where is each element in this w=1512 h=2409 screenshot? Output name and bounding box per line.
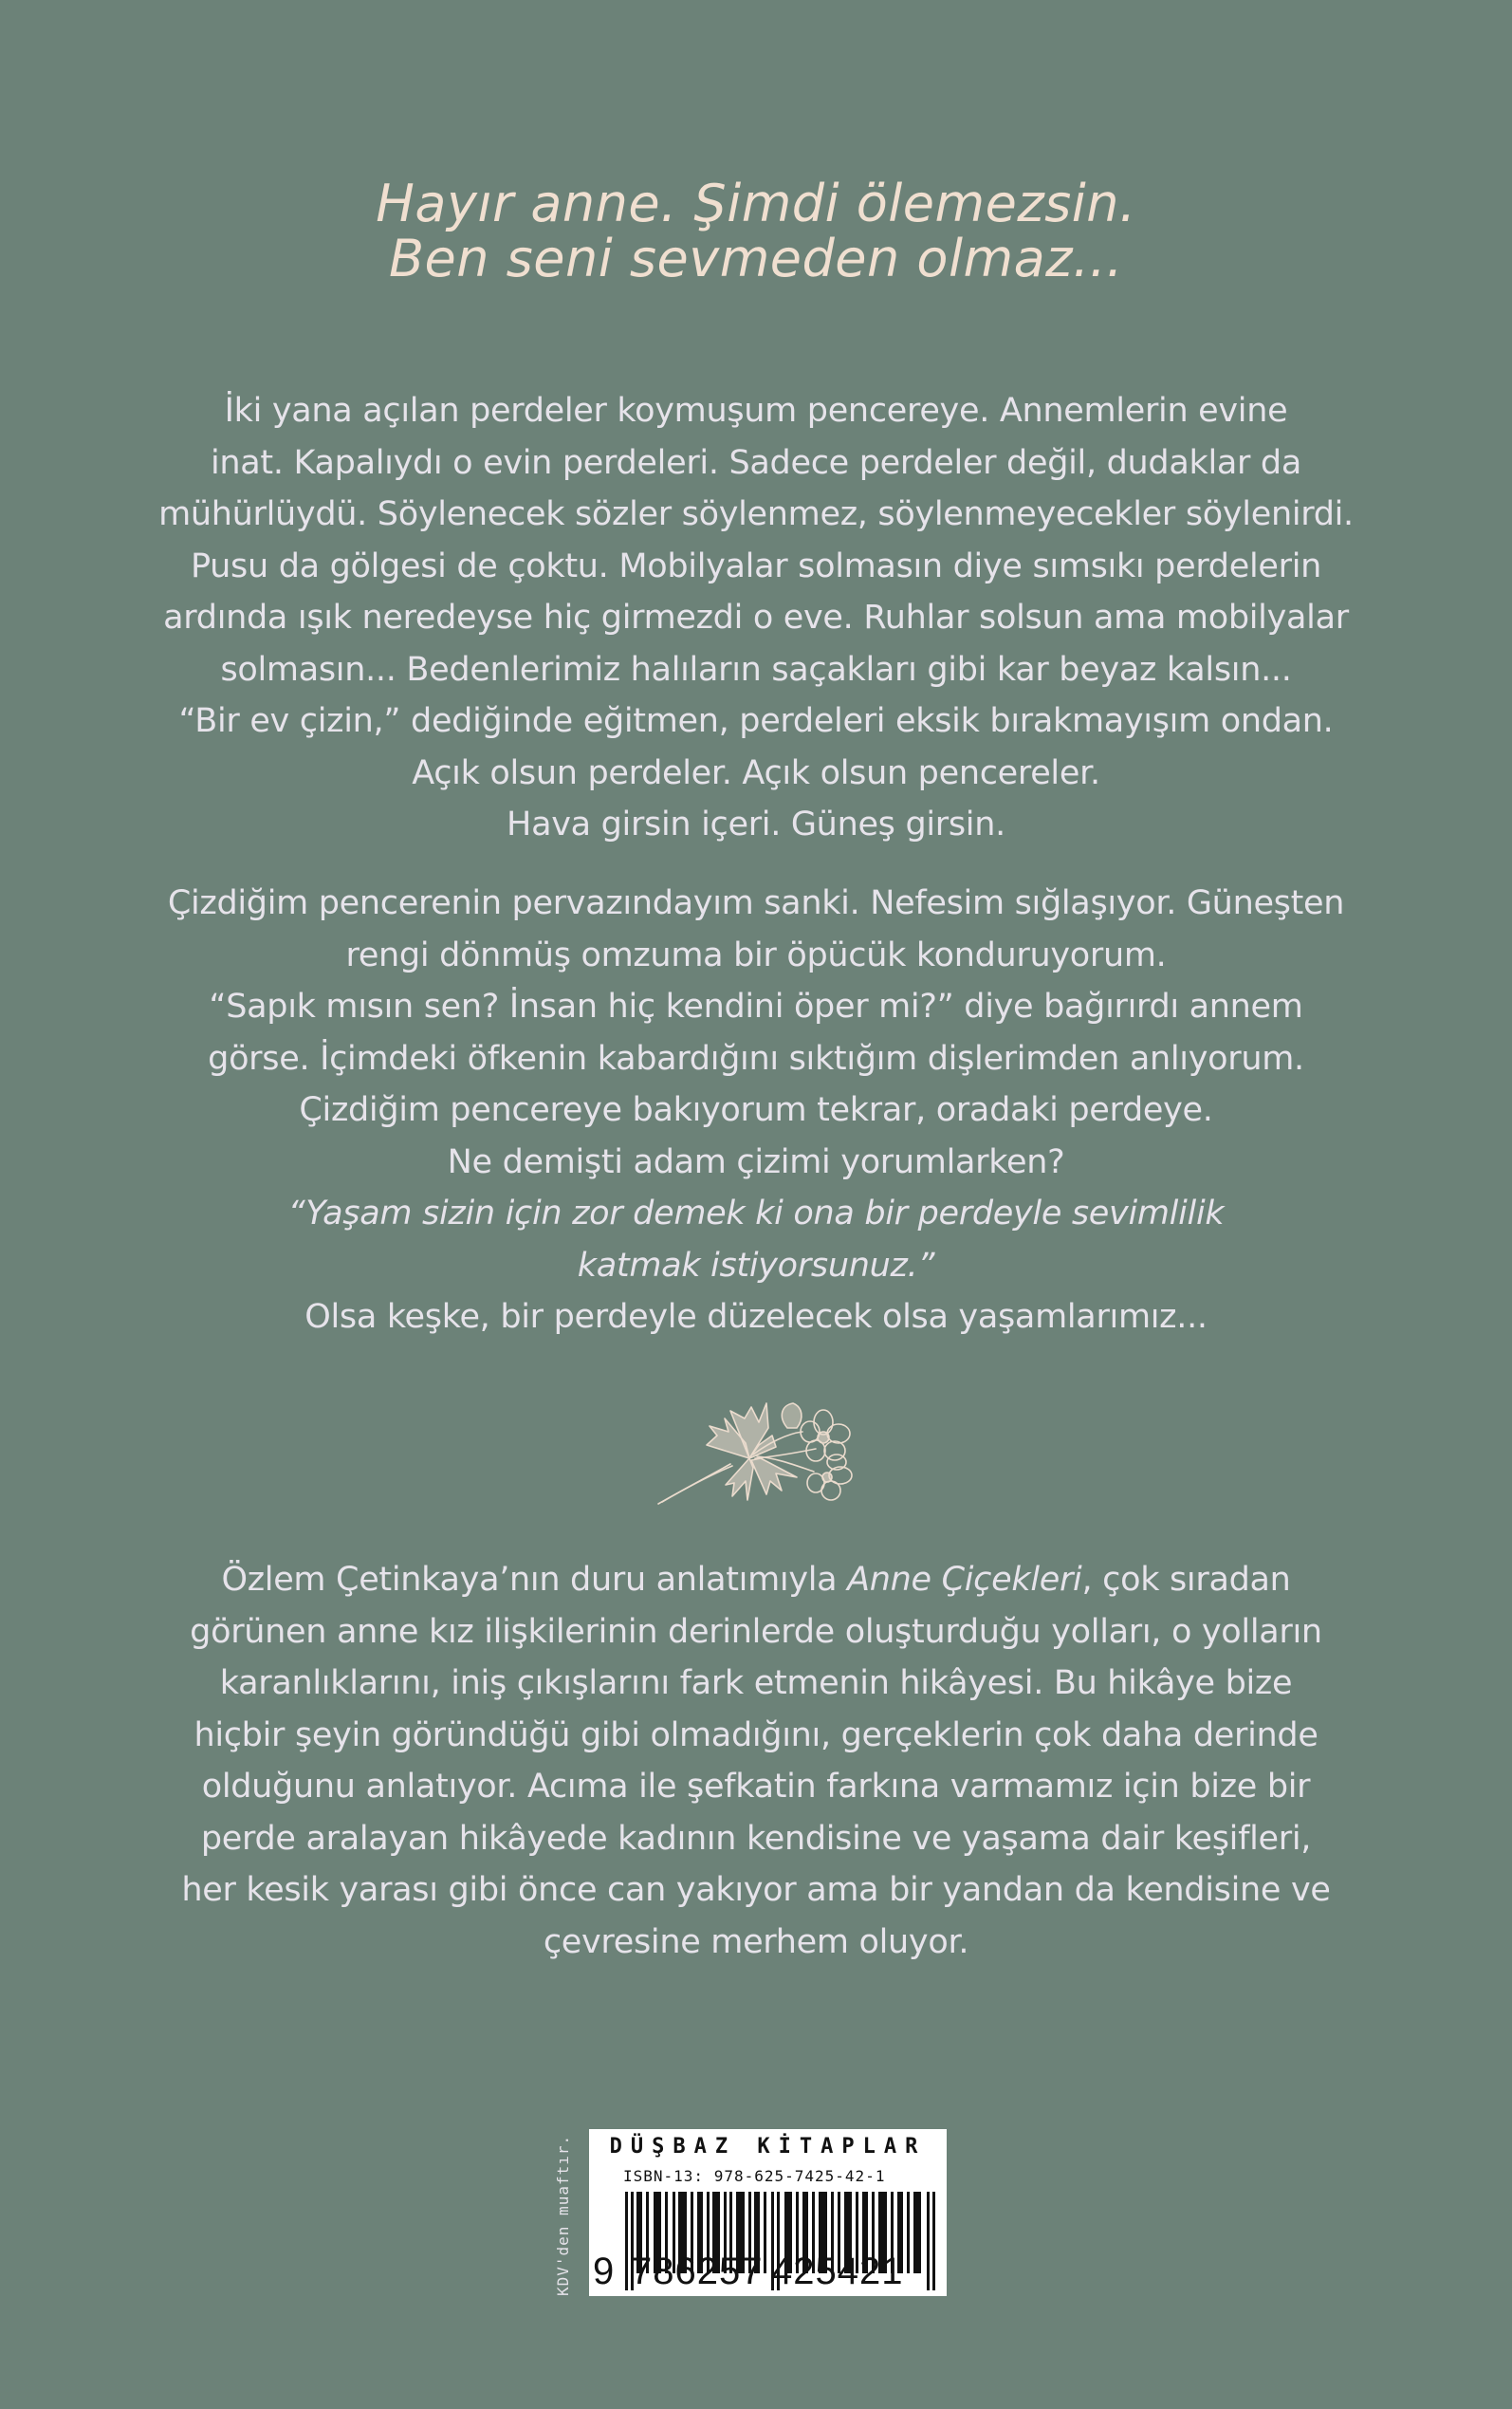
text-line: mühürlüydü. Söylenecek sözler söylenmez, söylenmeyecekler söylenirdi. <box>158 495 1354 533</box>
text-line: karanlıklarını, iniş çıkışlarını fark etmenin hikâyesi. Bu hikâye bize <box>219 1664 1293 1702</box>
text-line: “Bir ev çizin,” dediğinde eğitmen, perdeleri eksik bırakmayışım ondan. <box>178 702 1334 740</box>
text-line: İki yana açılan perdeler koymuşum pencereye. Annemlerin evine <box>224 392 1288 430</box>
text-line: Çizdiğim pencereye bakıyorum tekrar, oradaki perdeye. <box>299 1091 1213 1129</box>
text-line: Çizdiğim pencerenin pervazındayım sanki. Nefesim sığlaşıyor. Güneşten <box>167 884 1345 922</box>
text-line: Olsa keşke, bir perdeyle düzelecek olsa yaşamlarımız... <box>304 1298 1208 1336</box>
tax-exempt-note: KDV'den muaftır. <box>554 2134 572 2296</box>
text-line: hiçbir şeyin göründüğü gibi olmadığını, gerçeklerin çok daha derinde <box>194 1715 1318 1754</box>
publisher-name: DÜŞBAZ KİTAPLAR <box>609 2135 927 2159</box>
text-line: Ne demişti adam çizimi yorumlarken? <box>447 1142 1065 1181</box>
isbn-label: ISBN-13: 978-625-7425-42-1 <box>623 2167 886 2185</box>
synopsis-paragraph <box>0 1554 1512 1968</box>
text-line: solmasın... Bedenlerimiz halıların saçakları gibi kar beyaz kalsın... <box>220 650 1292 689</box>
tagline-line-1: Hayır anne. Şimdi ölemezsin. <box>376 174 1136 233</box>
tagline-heading <box>0 176 1512 287</box>
excerpt-paragraph-1 <box>0 385 1512 851</box>
barcode-digit-group-2: 425421 <box>771 2251 904 2292</box>
excerpt-paragraph-2 <box>0 878 1512 1343</box>
quote-line: “Yaşam sizin için zor demek ki ona bir perdeyle sevimlilik <box>287 1195 1225 1232</box>
text-line: görünen anne kız ilişkilerinin derinlerde oluşturduğu yolları, o yolların <box>190 1612 1322 1651</box>
text-line: her kesik yarası gibi önce can yakıyor ama bir yandan da kendisine ve <box>181 1871 1331 1909</box>
text-line: Açık olsun perdeler. Açık olsun pencereler. <box>412 753 1100 792</box>
barcode-digit-first: 9 <box>593 2251 615 2292</box>
text-line: rengi dönmüş omzuma bir öpücük konduruyorum. <box>345 936 1167 974</box>
text-line: olduğunu anlatıyor. Acıma ile şefkatin farkına varmamız için bize bir <box>201 1768 1311 1806</box>
flower-sprig-icon <box>655 1390 863 1513</box>
text-line: görse. İçimdeki öfkenin kabardığını sıktığım dişlerimden anlıyorum. <box>208 1039 1304 1078</box>
book-title: Anne Çiçekleri <box>847 1561 1082 1599</box>
synopsis-line1-suffix: , çok sıradan <box>1081 1561 1291 1599</box>
text-line: perde aralayan hikâyede kadının kendisine ve yaşama dair keşifleri, <box>200 1819 1312 1858</box>
text-line: Pusu da gölgesi de çoktu. Mobilyalar solmasın diye sımsıkı perdelerin <box>190 547 1322 585</box>
synopsis-author-text: Özlem Çetinkaya’nın duru anlatımıyla <box>221 1561 848 1599</box>
tagline-line-2: Ben seni sevmeden olmaz... <box>388 229 1123 288</box>
text-line: ardında ışık neredeyse hiç girmezdi o eve. Ruhlar solsun ama mobilyalar <box>163 599 1349 637</box>
isbn-barcode-box <box>589 2129 947 2296</box>
text-line <box>0 1554 1512 1606</box>
quote-line: katmak istiyorsunuz.” <box>577 1246 935 1285</box>
barcode-digit-group-1: 786257 <box>631 2251 764 2292</box>
text-line: çevresine merhem oluyor. <box>543 1922 969 1961</box>
text-line: inat. Kapalıydı o evin perdeleri. Sadece perdeler değil, dudaklar da <box>210 443 1302 482</box>
text-line: Hava girsin içeri. Güneş girsin. <box>507 806 1005 843</box>
text-line: “Sapık mısın sen? İnsan hiç kendini öper mi?” diye bağırırdı annem <box>209 988 1303 1026</box>
